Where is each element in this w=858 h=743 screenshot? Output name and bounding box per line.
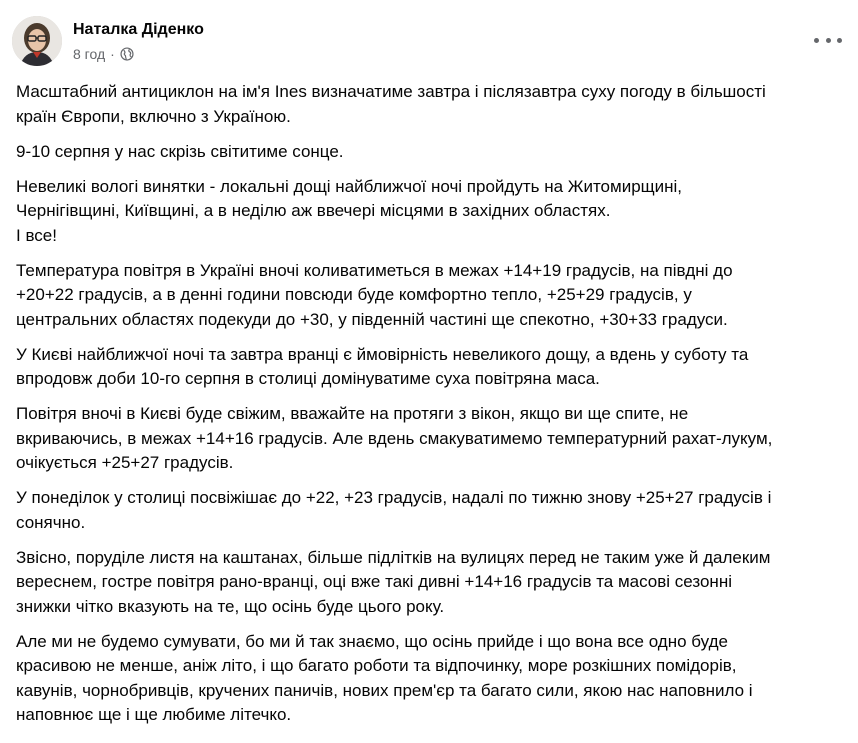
post-paragraph: Повітря вночі в Києві буде свіжим, вважайте на протяги з вікон, якщо ви ще спите, не вкриваючись, в межах +14+16 градусів. Але вдень смакуватимемо температурний рахат-лукум, очікується +25+27 градусів. (16, 404, 773, 472)
avatar-photo-icon (12, 16, 62, 66)
author-block (73, 20, 204, 63)
post-text (16, 80, 848, 738)
post-paragraph: Масштабний антициклон на ім'я Ines визначатиме завтра і післязавтра суху погоду в більшості країн Європи, включно з Україною. (16, 82, 766, 126)
author-name[interactable]: Наталка Діденко (73, 21, 204, 38)
post-paragraph: 9-10 серпня у нас скрізь світитиме сонце. (16, 141, 344, 161)
post-paragraph: Температура повітря в Україні вночі коливатиметься в межах +14+19 градусів, на півдні до +20+22 градусів, а в денні години повсюди буде комфортно тепло, +25+29 градусів, у центральних областях подекуди до +30, у південній частині ще спекотно, +30+33 градуси. (16, 260, 733, 329)
post-paragraph: Але ми не будемо сумувати, бо ми й так знаємо, що осінь прийде і що вона все одно буде красивою не менше, аніж літо, і що багато роботи та відпочинку, море розкішних помідорів, кавунів, чорнобривців, кручених паничів, нових прем'єр та багато сили, якою нас наповнило і наповнює ще і ще любиме літечко. (16, 631, 753, 724)
post-paragraph: Невеликі вологі винятки - локальні дощі найближчої ночі пройдуть на Житомирщині, Чернігівщині, Київщині, а в неділю аж ввечері місцями в західних областях. І все! (16, 176, 683, 245)
author-avatar[interactable] (12, 16, 62, 66)
post-paragraph: Звісно, поруділе листя на каштанах, більше підлітків на вулицях перед не таким уже й далеким вереснем, гостре повітря рано-вранці, оці вже такі дивні +14+16 градусів та масові сезонні знижки чітко вказують на те, що осінь буде цього року. (16, 547, 771, 616)
meta-separator: · (110, 46, 115, 62)
post-paragraph: У Києві найближчої ночі та завтра вранці є ймовірність невеликого дощу, а вдень у суботу та впродовж доби 10-го серпня в столиці домінуватиме суха повітряна маса. (16, 344, 749, 388)
post-time[interactable]: 8 год (73, 46, 106, 62)
more-options-icon[interactable] (814, 30, 842, 50)
post-header (12, 16, 846, 68)
post-meta (73, 45, 204, 63)
globe-icon[interactable] (120, 47, 134, 61)
post-paragraph: У понеділок у столиці посвіжішає до +22, +23 градусів, надалі по тижню знову +25+27 градусів і сонячно. (16, 488, 772, 532)
